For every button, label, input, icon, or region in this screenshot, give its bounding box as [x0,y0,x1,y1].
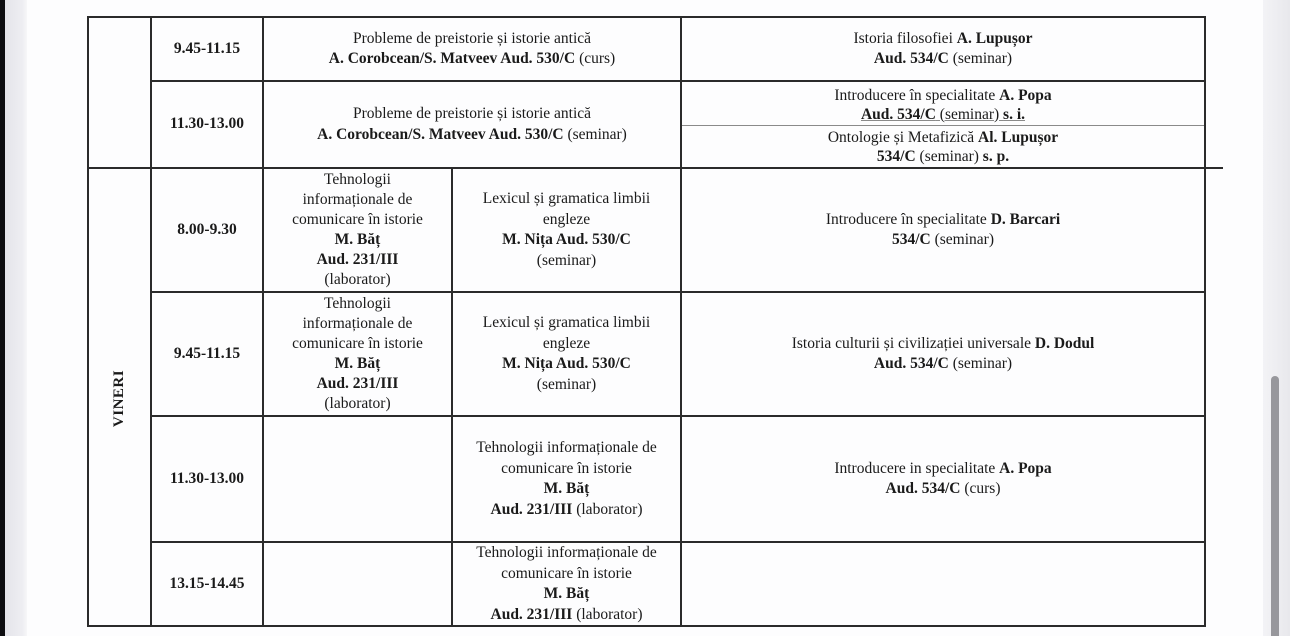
class-cell [453,293,680,415]
room-line [874,354,1012,375]
time-label: 9.45-11.15 [173,39,241,57]
group-suffix: s. p. [982,148,1010,165]
sidebar-edge [5,0,27,636]
table-border-bottom [87,625,1206,627]
course-title: Istoria filosofiei [853,29,957,47]
scrollbar-thumb[interactable] [1271,376,1279,636]
course-title: comunicare în istorie [501,459,632,477]
course-title: Introducere în specialitate [825,210,991,228]
course-title: Introducere în specialitate [834,86,1000,104]
room: Aud. 231/III [490,605,573,623]
teacher: M. Băț [543,585,590,602]
room: Aud. 534/C [873,355,949,372]
class-cell [453,169,680,291]
time-slot [152,169,262,291]
teacher: A. Popa [999,86,1052,104]
room: Aud. 231/III [316,375,399,392]
class-cell [682,169,1204,291]
course-title: comunicare în istorie [292,211,423,228]
class-cell [264,18,680,80]
class-cell [264,293,451,415]
class-type: (seminar) [948,50,1013,67]
course-title: Lexicul și gramatica limbii [482,314,651,331]
class-cell [453,543,680,625]
course-title: Tehnologii informaționale de [476,439,657,456]
empty-cell [264,417,451,541]
class-cell [682,84,1204,125]
course-line [853,29,1032,50]
time-label: 8.00-9.30 [177,220,237,238]
room: Aud. 231/III [316,251,399,268]
room-line [877,147,1009,166]
teacher-room: A. Corobcean/S. Matveev Aud. 530/C [328,50,576,67]
time-label: 11.30-13.00 [169,469,245,487]
teacher: A. Lupușor [956,29,1033,47]
room: Aud. 534/C [873,50,949,67]
room: 534/C [891,231,931,248]
room: Aud. 231/III [490,500,573,518]
course-title: Istoria culturii și civilizației universale [791,334,1035,352]
time-label: 9.45-11.15 [173,344,241,362]
room-line [892,230,994,251]
class-type: (curs) [575,50,616,67]
class-type: (laborator) [324,271,391,288]
course-line [826,210,1060,231]
time-slot [152,543,262,625]
table-border-right [1204,16,1206,627]
time-slot [152,82,262,167]
class-type: (seminar) [563,125,627,143]
course-title: Probleme de preistorie și istorie antică [352,105,592,122]
class-type: (seminar) [536,251,597,269]
course-line [828,128,1058,147]
room-line [491,605,643,626]
class-type: (seminar) [935,105,1004,123]
empty-cell [264,543,451,625]
class-cell [264,169,451,291]
class-type: (seminar) [948,355,1013,372]
teacher-room: M. Nița Aud. 530/C [502,355,631,372]
class-type: (laborator) [572,605,643,623]
course-line [834,459,1051,480]
class-type: (laborator) [572,500,643,518]
time-label: 13.15-14.45 [169,574,245,592]
day-name: VINERI [111,369,128,427]
course-details [329,49,615,70]
course-title: informaționale de [302,315,413,332]
class-cell [682,126,1204,168]
class-type: (seminar) [930,231,994,248]
course-title: comunicare în istorie [292,335,423,352]
room: Aud. 534/C [860,105,936,123]
teacher: D. Barcari [990,210,1061,228]
teacher-room: A. Corobcean/S. Matveev Aud. 530/C [317,125,564,143]
room: Aud. 534/C [885,480,961,497]
room-line [861,105,1025,124]
teacher: M. Băț [543,480,590,497]
course-title: Tehnologii [324,295,391,312]
course-title: Ontologie și Metafizică [827,129,979,146]
time-slot [152,18,262,80]
time-label: 11.30-13.00 [169,115,245,133]
class-type: (curs) [960,480,1001,497]
room-line [886,479,1001,500]
teacher-room: M. Nița Aud. 530/C [502,231,631,248]
course-title: engleze [542,210,591,228]
course-title: Introducere in specialitate [834,459,1000,477]
empty-cell [682,543,1204,625]
class-cell [682,293,1204,415]
class-type: (laborator) [324,395,391,412]
class-cell [453,417,680,541]
class-cell [682,417,1204,541]
course-title: engleze [542,334,591,352]
class-type: (seminar) [536,375,597,393]
teacher: D. Dodul [1034,334,1095,352]
teacher: M. Băț [334,231,381,248]
room-line [491,500,643,521]
time-slot [152,417,262,541]
course-title: Probleme de preistorie și istorie antică [352,29,592,47]
room-line [874,49,1012,70]
course-line [792,334,1095,355]
course-title: Lexicul și gramatica limbii [482,190,651,207]
course-title: Tehnologii [324,171,391,188]
group-suffix: s. i. [1003,105,1026,123]
course-title: Tehnologii informaționale de [476,544,657,561]
teacher: M. Băț [334,355,381,372]
class-cell [264,82,680,167]
course-title: informaționale de [302,191,413,208]
room: 534/C [876,148,916,165]
course-title: comunicare în istorie [501,564,632,582]
course-details [317,125,627,146]
teacher: Al. Lupușor [978,129,1059,146]
class-type: (seminar) [915,148,983,165]
day-label [89,170,151,626]
course-line [834,86,1051,105]
time-slot [152,293,262,415]
teacher: A. Popa [999,459,1052,477]
class-cell [682,18,1204,80]
